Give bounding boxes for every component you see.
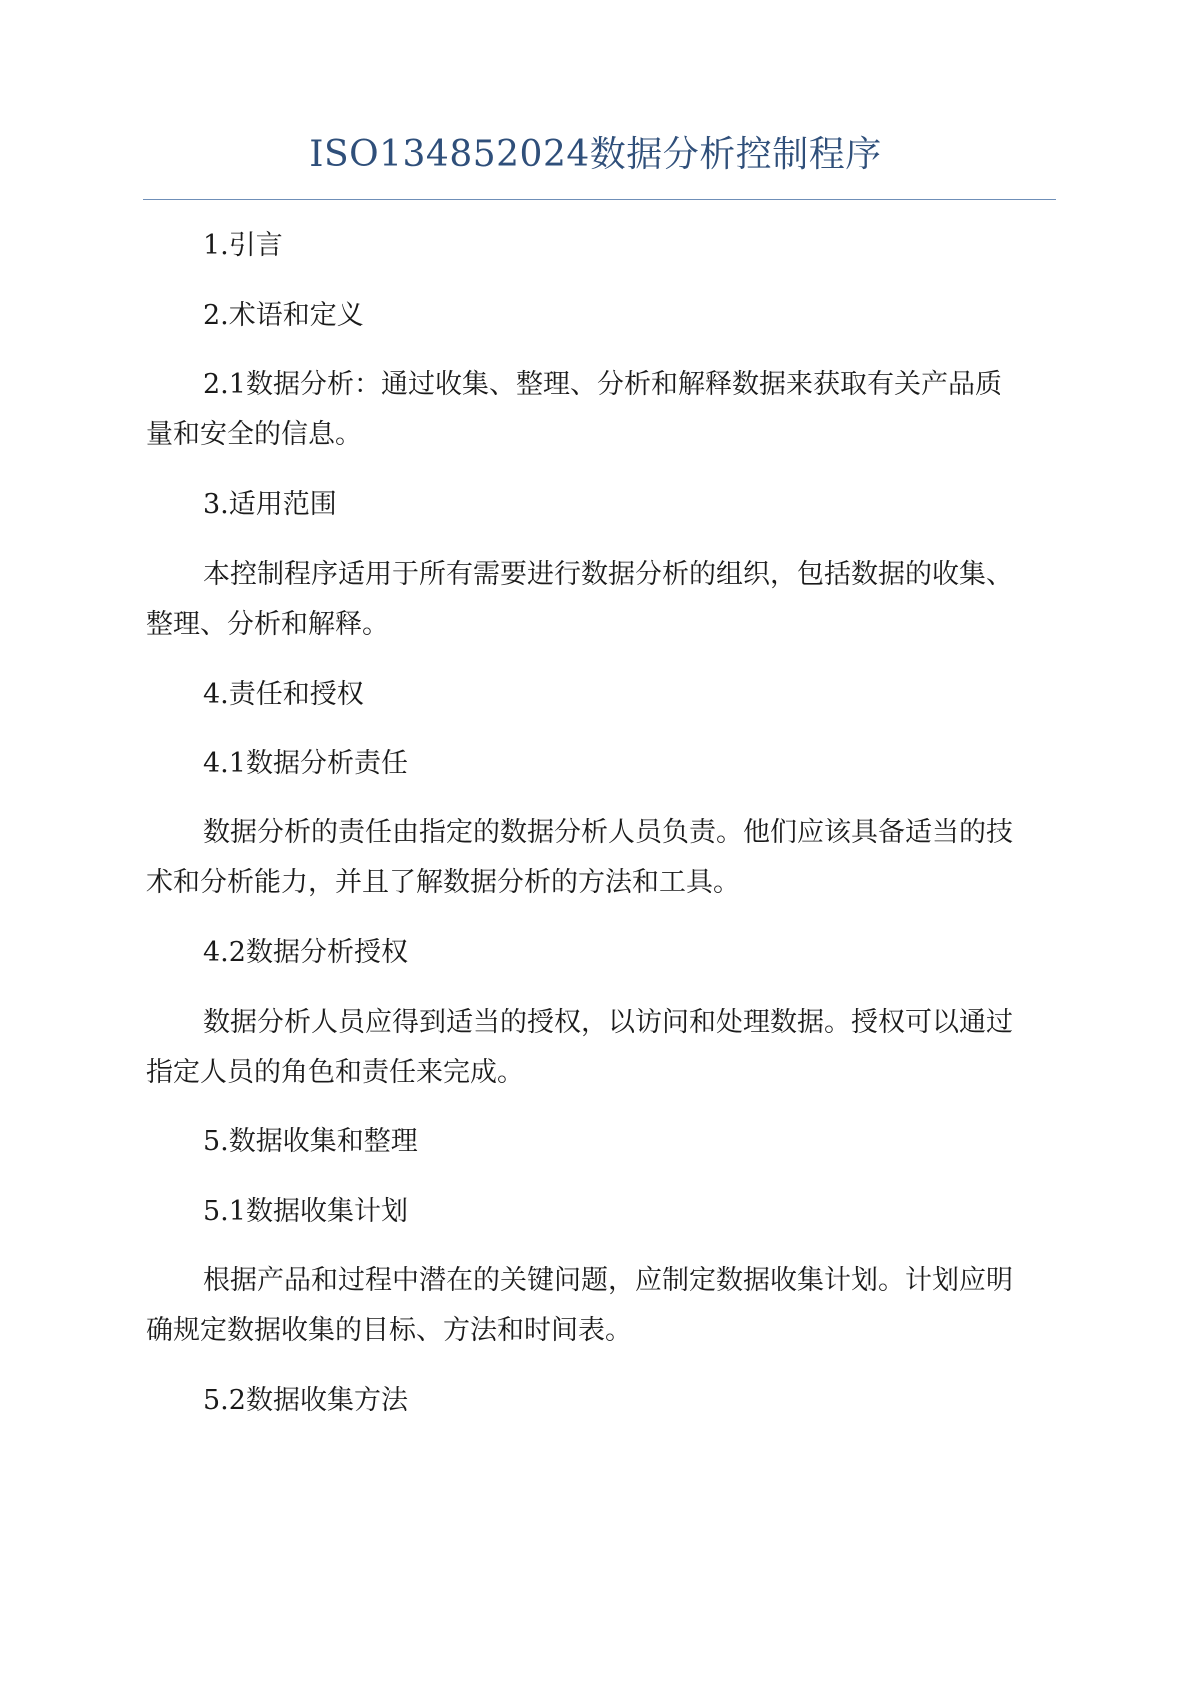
- title-divider: [143, 199, 1056, 200]
- subsection-heading-4-2: 4.2数据分析授权: [203, 937, 408, 968]
- subsection-heading-5-2: 5.2数据收集方法: [203, 1385, 408, 1416]
- paragraph-line: 指定人员的角色和责任来完成。: [146, 1057, 524, 1088]
- paragraph-line: 数据分析人员应得到适当的授权，以访问和处理数据。授权可以通过: [203, 1007, 1013, 1038]
- section-heading-2: 2.术语和定义: [203, 300, 364, 331]
- paragraph-line: 确规定数据收集的目标、方法和时间表。: [146, 1315, 632, 1346]
- paragraph-line: 数据分析的责任由指定的数据分析人员负责。他们应该具备适当的技: [203, 817, 1013, 848]
- section-heading-1: 1.引言: [203, 230, 283, 261]
- paragraph-line: 2.1数据分析：通过收集、整理、分析和解释数据来获取有关产品质: [203, 369, 1002, 400]
- paragraph-line: 整理、分析和解释。: [146, 609, 389, 640]
- subsection-heading-4-1: 4.1数据分析责任: [203, 748, 408, 779]
- paragraph-line: 术和分析能力，并且了解数据分析的方法和工具。: [146, 867, 740, 898]
- paragraph-line: 根据产品和过程中潜在的关键问题，应制定数据收集计划。计划应明: [203, 1265, 1013, 1296]
- paragraph-line: 量和安全的信息。: [146, 419, 362, 450]
- subsection-heading-5-1: 5.1数据收集计划: [203, 1196, 408, 1227]
- paragraph-line: 本控制程序适用于所有需要进行数据分析的组织，包括数据的收集、: [203, 559, 1013, 590]
- section-heading-5: 5.数据收集和整理: [203, 1126, 418, 1157]
- section-heading-3: 3.适用范围: [203, 489, 337, 520]
- document-title: ISO134852024数据分析控制程序: [309, 134, 882, 175]
- section-heading-4: 4.责任和授权: [203, 679, 364, 710]
